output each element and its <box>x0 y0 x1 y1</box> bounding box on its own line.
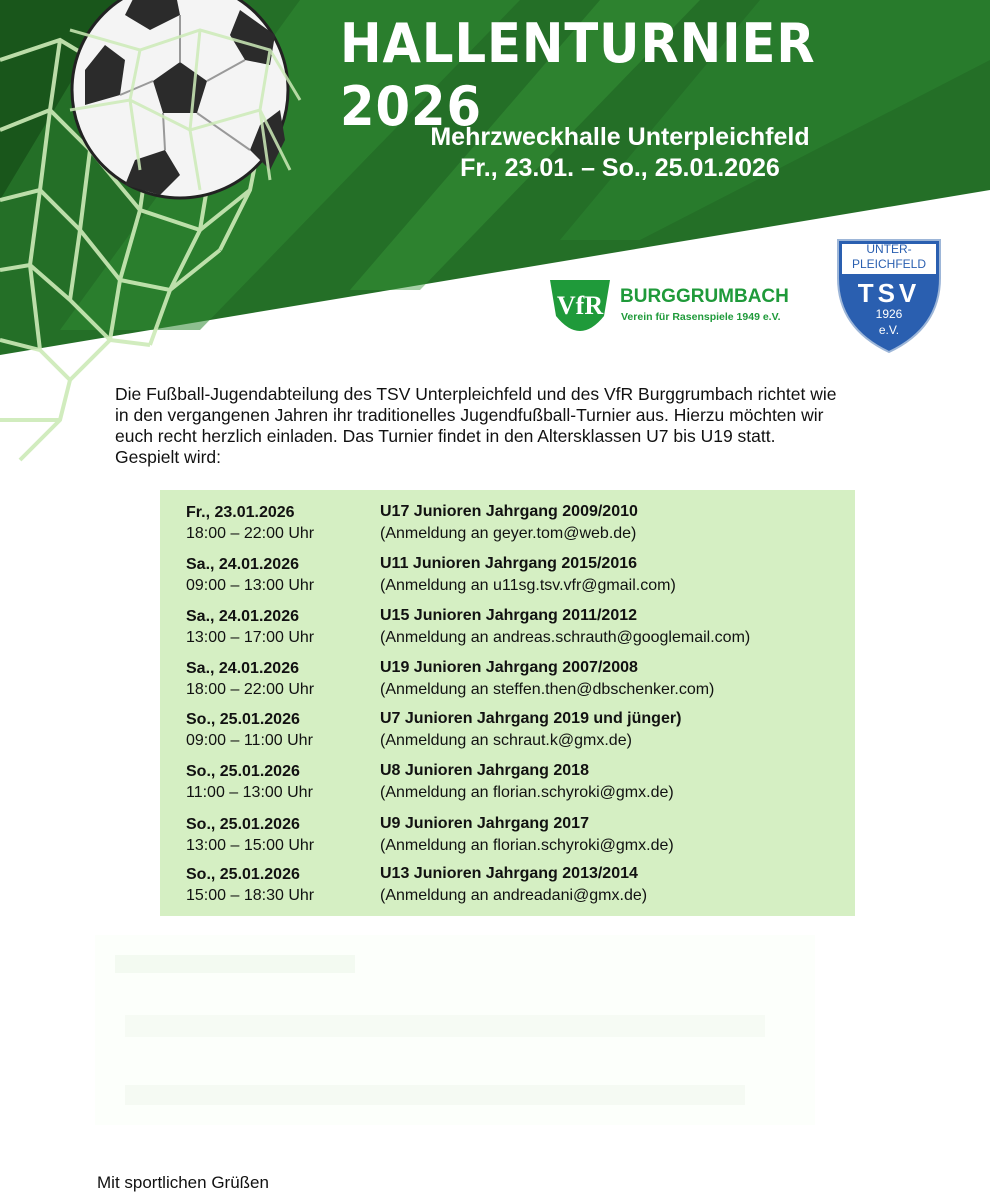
schedule-group: U8 Junioren Jahrgang 2018 <box>380 762 589 779</box>
schedule-registration: (Anmeldung an andreas.schrauth@googlemail.com) <box>380 629 751 646</box>
vfr-club-subtitle: Verein für Rasenspiele 1949 e.V. <box>621 311 781 323</box>
tsv-abbr: TSV <box>857 278 921 308</box>
schedule-registration: (Anmeldung an geyer.tom@web.de) <box>380 525 637 542</box>
page-title: HALLENTURNIER 2026 <box>340 12 816 138</box>
intro-line: Die Fußball-Jugendabteilung des TSV Unterpleichfeld und des VfR Burggrumbach richtet wie <box>115 384 837 404</box>
vfr-club-name: BURGGRUMBACH <box>620 286 789 307</box>
closing-text: Mit sportlichen Grüßen <box>97 1173 269 1192</box>
vfr-monogram: VfR <box>556 291 604 320</box>
schedule-time: 15:00 – 18:30 Uhr <box>186 887 315 904</box>
schedule-registration: (Anmeldung an florian.schyroki@gmx.de) <box>380 784 674 801</box>
tsv-line2: PLEICHFELD <box>851 257 927 271</box>
schedule-time: 13:00 – 15:00 Uhr <box>186 837 315 854</box>
schedule-row <box>160 490 855 542</box>
intro-text <box>115 384 965 468</box>
schedule-time: 18:00 – 22:00 Uhr <box>186 525 315 542</box>
schedule-time: 18:00 – 22:00 Uhr <box>186 681 315 698</box>
schedule-day: Sa., 24.01.2026 <box>186 660 299 677</box>
schedule-registration: (Anmeldung an u11sg.tsv.vfr@gmail.com) <box>380 577 676 594</box>
schedule-group: U19 Junioren Jahrgang 2007/2008 <box>380 659 638 676</box>
schedule-day: So., 25.01.2026 <box>186 711 300 728</box>
schedule-day: Fr., 23.01.2026 <box>186 504 295 521</box>
schedule-registration: (Anmeldung an schraut.k@gmx.de) <box>380 732 632 749</box>
intro-line: in den vergangenen Jahren ihr traditionelles Jugendfußball-Turnier aus. Hierzu möchten wir <box>115 405 824 425</box>
tsv-line1: UNTER- <box>866 242 912 256</box>
schedule-day: So., 25.01.2026 <box>186 763 300 780</box>
tsv-suffix: e.V. <box>878 323 900 337</box>
schedule-registration: (Anmeldung an andreadani@gmx.de) <box>380 887 648 904</box>
schedule-row <box>160 749 855 801</box>
vfr-logo-icon <box>544 276 616 346</box>
schedule-row <box>160 802 855 854</box>
schedule-time: 09:00 – 13:00 Uhr <box>186 577 315 594</box>
schedule-registration: (Anmeldung an steffen.then@dbschenker.com) <box>380 681 715 698</box>
schedule-day: Sa., 24.01.2026 <box>186 556 299 573</box>
schedule-group: U17 Junioren Jahrgang 2009/2010 <box>380 503 638 520</box>
schedule-time: 09:00 – 11:00 Uhr <box>186 732 313 749</box>
tsv-year: 1926 <box>875 307 903 321</box>
schedule-day: So., 25.01.2026 <box>186 816 300 833</box>
event-venue-dates <box>340 122 900 184</box>
schedule-time: 13:00 – 17:00 Uhr <box>186 629 315 646</box>
schedule-row <box>160 852 855 904</box>
schedule-row <box>160 646 855 698</box>
schedule-row <box>160 594 855 646</box>
event-dates: Fr., 23.01. – So., 25.01.2026 <box>460 154 780 182</box>
schedule-time: 11:00 – 13:00 Uhr <box>186 784 313 801</box>
intro-line: euch recht herzlich einladen. Das Turnier findet in den Altersklassen U7 bis U19 statt. <box>115 426 776 446</box>
schedule-group: U9 Junioren Jahrgang 2017 <box>380 815 589 832</box>
schedule-group: U7 Junioren Jahrgang 2019 und jünger) <box>380 710 682 727</box>
schedule-row <box>160 697 855 749</box>
schedule-registration: (Anmeldung an florian.schyroki@gmx.de) <box>380 837 674 854</box>
schedule-group: U15 Junioren Jahrgang 2011/2012 <box>380 607 638 624</box>
schedule-day: So., 25.01.2026 <box>186 866 300 883</box>
schedule-group: U13 Junioren Jahrgang 2013/2014 <box>380 865 638 882</box>
schedule-table <box>160 490 855 916</box>
schedule-row <box>160 542 855 594</box>
venue-name: Mehrzweckhalle Unterpleichfeld <box>430 123 810 151</box>
intro-line: Gespielt wird: <box>115 447 222 467</box>
schedule-day: Sa., 24.01.2026 <box>186 608 299 625</box>
redacted-area <box>95 935 815 1125</box>
schedule-group: U11 Junioren Jahrgang 2015/2016 <box>380 555 638 572</box>
